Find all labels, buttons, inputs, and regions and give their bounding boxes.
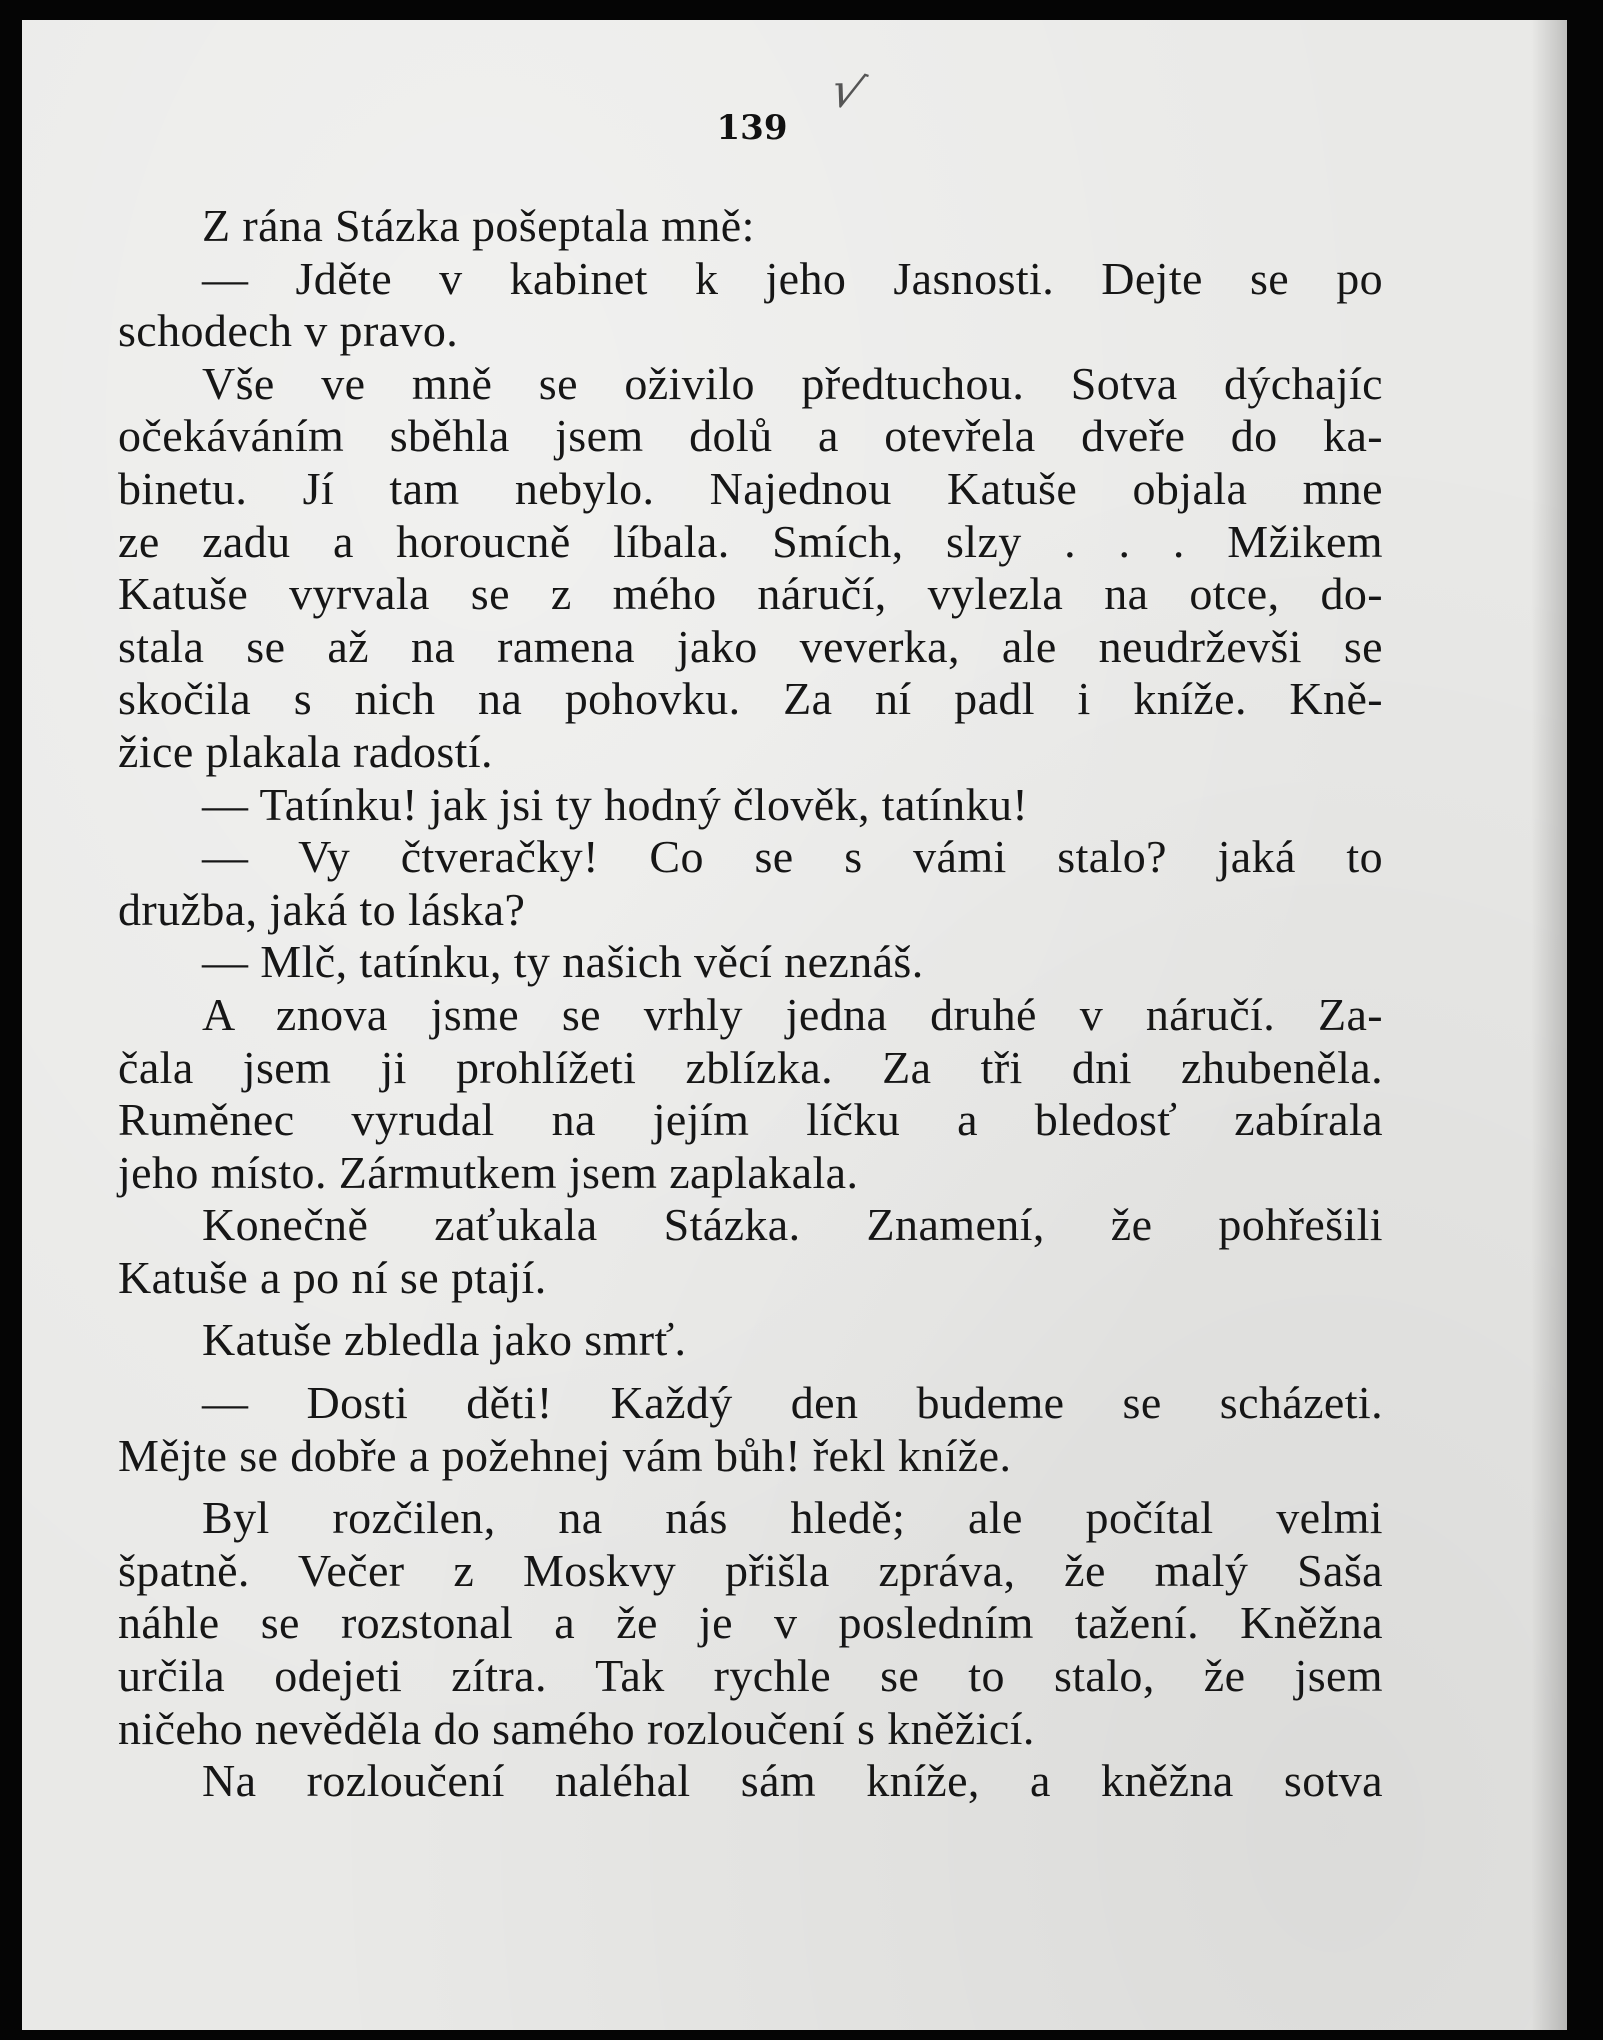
page-number: 139 [716,108,788,148]
text-line: Byl rozčilen, na nás hledě; ale počítal velmi [202,1492,1383,1544]
text-line: Vše ve mně se oživilo předtuchou. Sotva dýchajíc [202,357,1383,409]
text-line: ze zadu a horoucně líbala. Smích, slzy . . . Mžikem [118,515,1383,567]
text-line: A znova jsme se vrhly jedna druhé v náručí. Za- [202,988,1383,1040]
text-line: ničeho nevěděla do samého rozloučení s kněžicí. [118,1702,1035,1754]
paragraph-gap [118,1304,1383,1314]
text-line: Katuše vyrvala se z mého náručí, vylezla na otce, do- [118,568,1383,620]
text-line: — Dosti děti! Každý den budeme se scházeti. [202,1377,1383,1429]
pencil-mark-icon: √ [824,60,871,124]
text-line: určila odejeti zítra. Tak rychle se to stalo, že jsem [118,1650,1383,1702]
text-line: Ruměnec vyrudal na jejím líčku a bledosť zabírala [118,1094,1383,1146]
text-line: — Tatínku! jak jsi ty hodný člověk, tatínku! [202,778,1029,830]
text-line: žice plakala radostí. [118,725,493,777]
text-line: Katuše zbledla jako smrť. [202,1314,687,1366]
text-line: družba, jaká to láska? [118,883,526,935]
text-line: čala jsem ji prohlížeti zblízka. Za tři dni zhubeněla. [118,1041,1383,1093]
text-line: špatně. Večer z Moskvy přišla zpráva, že malý Saša [118,1544,1383,1596]
text-line: — Vy čtveračky! Co se s vámi stalo? jaká to [202,831,1383,883]
text-line: Konečně zaťukala Stázka. Znamení, že pohřešili [202,1199,1383,1251]
text-line: — Mlč, tatínku, ty našich věcí neznáš. [202,936,924,988]
text-line: očekáváním sběhla jsem dolů a otevřela dveře do ka- [118,410,1383,462]
book-page [22,20,1567,2030]
body-text [118,200,1383,1808]
text-line: binetu. Jí tam nebylo. Najednou Katuše objala mne [118,462,1383,514]
text-line: jeho místo. Zármutkem jsem zaplakala. [118,1146,859,1198]
text-line: Na rozloučení naléhal sám kníže, a kněžna sotva [202,1755,1383,1807]
paragraph-gap [118,1482,1383,1492]
text-line: stala se až na ramena jako veverka, ale neudrževši se [118,620,1383,672]
text-line: náhle se rozstonal a že je v posledním tažení. Kněžna [118,1597,1383,1649]
text-line: Katuše a po ní se ptají. [118,1251,547,1303]
text-line: Mějte se dobře a požehnej vám bůh! řekl kníže. [118,1429,1012,1481]
text-line: — Jděte v kabinet k jeho Jasnosti. Dejte se po [202,252,1383,304]
text-line: skočila s nich na pohovku. Za ní padl i kníže. Kně- [118,673,1383,725]
paragraph-gap [118,1367,1383,1377]
text-line: Z rána Stázka pošeptala mně: [202,200,755,251]
text-line: schodech v pravo. [118,305,459,357]
page-edge-shadow [1531,20,1567,2030]
